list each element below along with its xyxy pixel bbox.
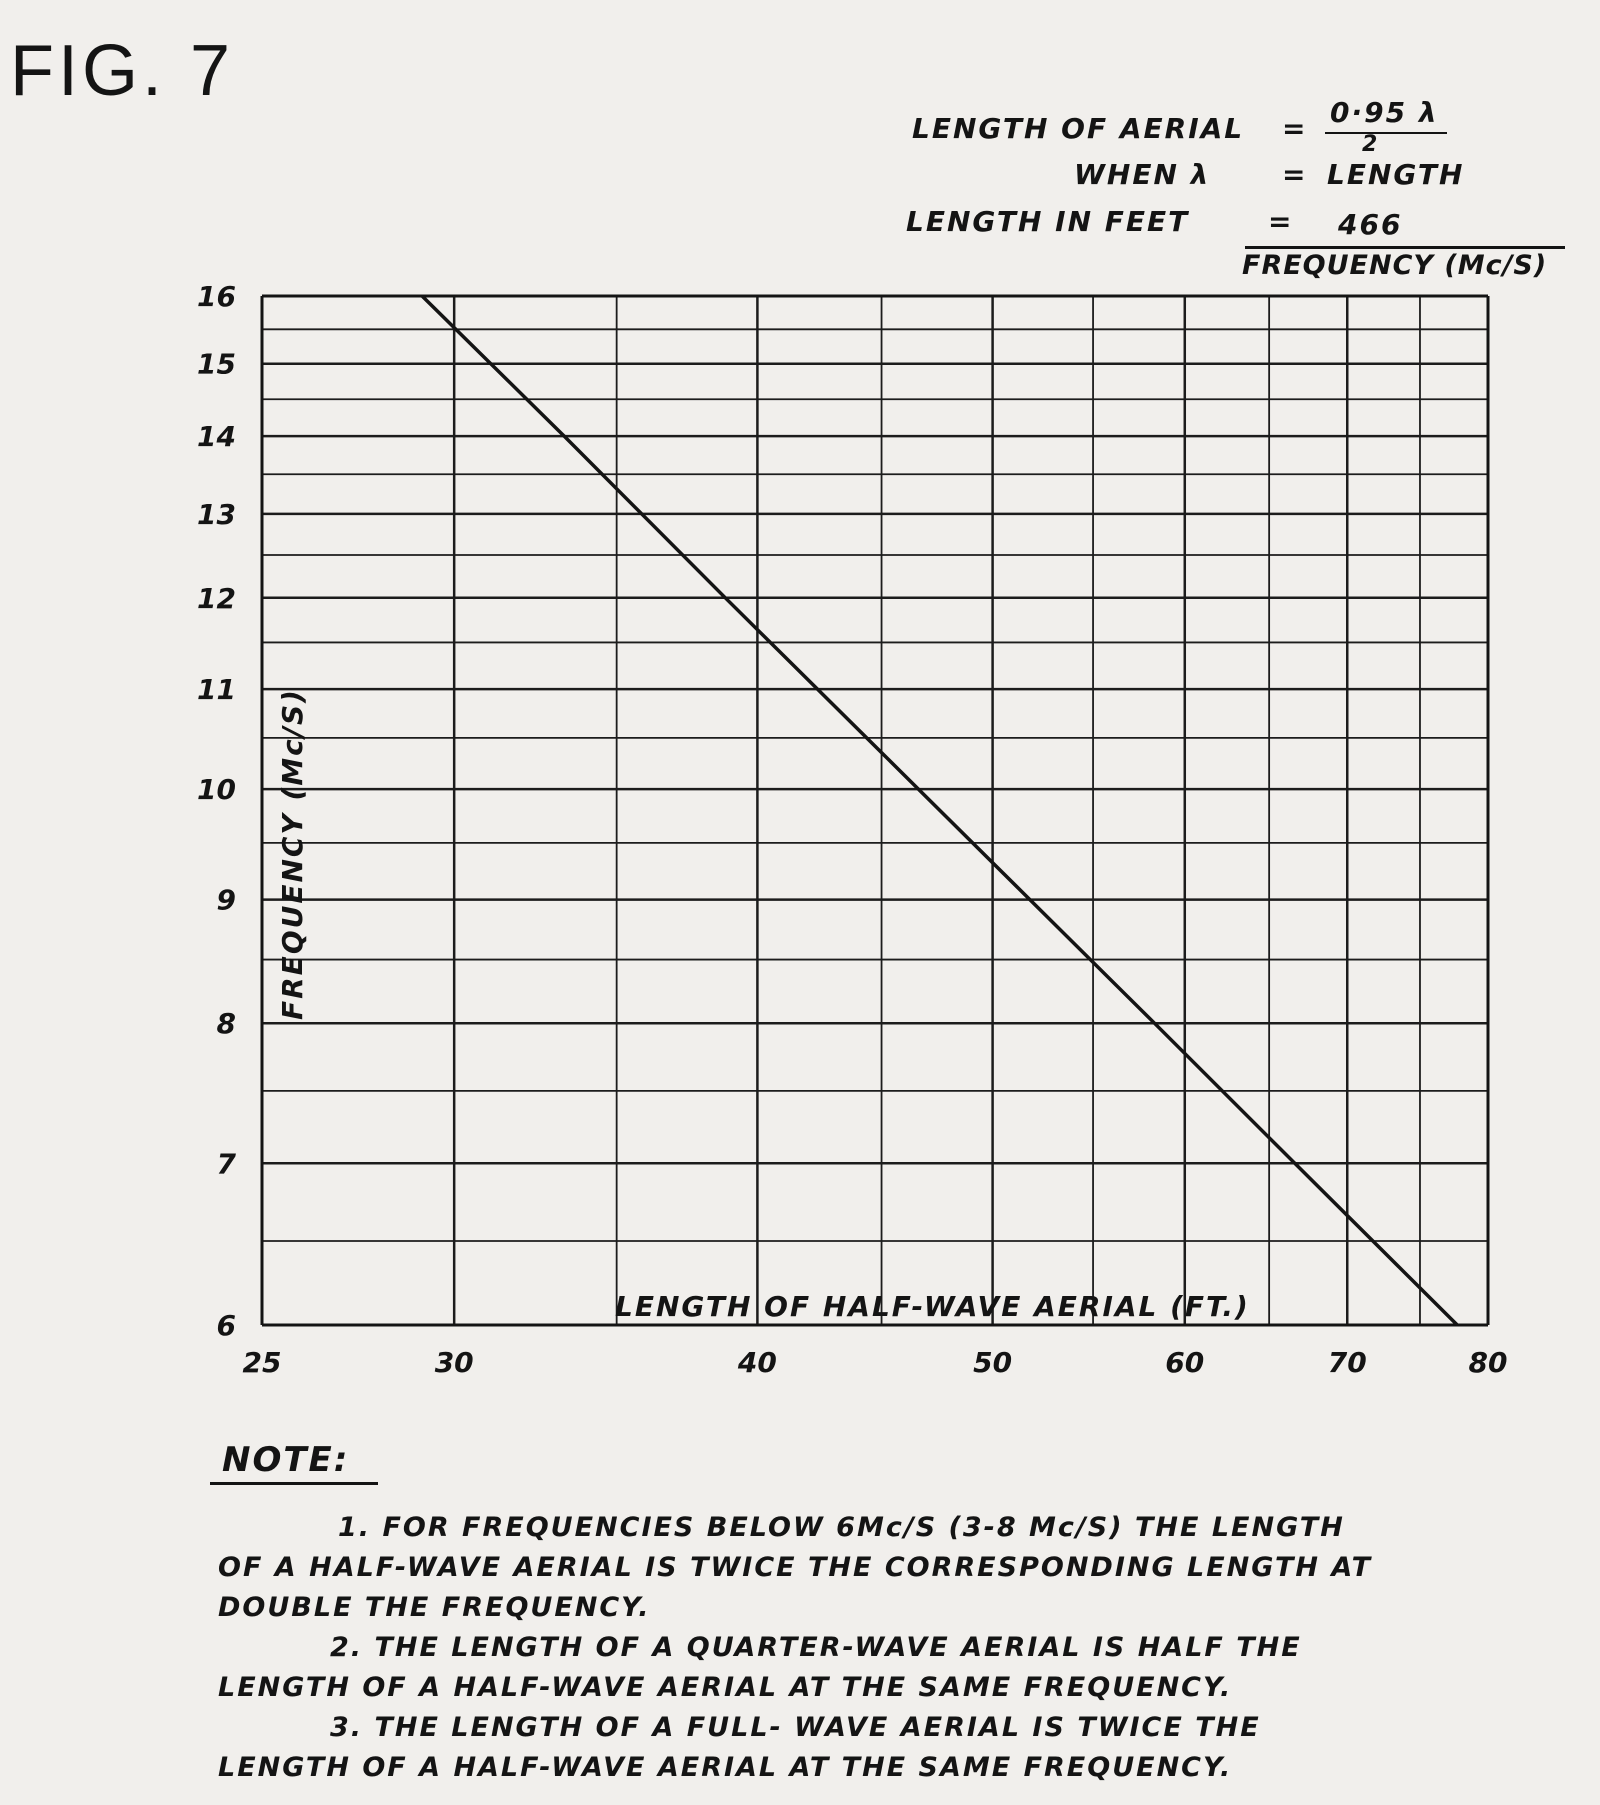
y-tick-label: 14 <box>197 420 236 454</box>
x-tick-label: 25 <box>242 1346 282 1379</box>
note-line: 3. THE LENGTH OF A FULL- WAVE AERIAL IS TWICE THE <box>330 1712 1261 1743</box>
y-tick-label: 9 <box>216 883 236 917</box>
x-tick-label: 40 <box>737 1346 777 1379</box>
formula-line1-numerator: 0·95 λ <box>1330 96 1439 129</box>
y-tick-label: 8 <box>216 1007 236 1041</box>
chart-y-axis-label: FREQUENCY (Mc/S) <box>276 688 309 1020</box>
x-tick-label: 70 <box>1327 1346 1367 1379</box>
y-tick-label: 16 <box>197 280 236 313</box>
formula-line1-lhs: LENGTH OF AERIAL <box>912 112 1245 145</box>
note-title: NOTE: <box>222 1440 350 1480</box>
y-tick-label: 7 <box>216 1147 236 1181</box>
formula-line2-rhs: LENGTH <box>1327 158 1465 191</box>
series-point <box>1456 1324 1459 1327</box>
note-line: LENGTH OF A HALF-WAVE AERIAL AT THE SAME FREQUENCY. <box>218 1752 1233 1783</box>
note-underline <box>210 1482 378 1485</box>
formula-line1-eq: = <box>1282 112 1308 145</box>
y-tick-label: 15 <box>197 347 236 381</box>
x-tick-label: 60 <box>1165 1346 1205 1379</box>
x-tick-label: 50 <box>973 1346 1013 1379</box>
formula-line3-lhs: LENGTH IN FEET <box>906 205 1190 238</box>
figure-label: FIG. 7 <box>10 31 235 111</box>
note-list <box>218 1508 1508 1788</box>
y-tick-label: 6 <box>216 1309 236 1342</box>
formula-line3-denominator: FREQUENCY (Mc/S) <box>1242 250 1548 281</box>
x-tick-label: 30 <box>434 1346 474 1379</box>
formula-line2-eq: = <box>1282 158 1308 191</box>
formula-line3-eq: = <box>1268 205 1294 238</box>
chart-x-axis-label: LENGTH OF HALF-WAVE AERIAL (FT.) <box>615 1290 1250 1323</box>
note-line: OF A HALF-WAVE AERIAL IS TWICE THE CORRESPONDING LENGTH AT <box>218 1552 1373 1583</box>
frequency-length-series-line <box>422 296 1457 1325</box>
formula-line1-denominator: 2 <box>1362 132 1380 157</box>
series-point <box>724 596 727 599</box>
note-line: 2. THE LENGTH OF A QUARTER-WAVE AERIAL IS HALF THE <box>330 1632 1302 1663</box>
note-line: LENGTH OF A HALF-WAVE AERIAL AT THE SAME FREQUENCY. <box>218 1672 1233 1703</box>
series-point <box>1293 1162 1296 1165</box>
series-point <box>563 435 566 438</box>
series-point <box>1153 1022 1156 1025</box>
y-tick-label: 12 <box>197 581 236 615</box>
y-tick-label: 13 <box>197 497 236 531</box>
note-line: DOUBLE THE FREQUENCY. <box>218 1592 651 1623</box>
note-line: 1. FOR FREQUENCIES BELOW 6Mc/S (3-8 Mc/S) THE LENGTH <box>338 1512 1345 1543</box>
y-tick-label: 10 <box>197 773 236 807</box>
series-point <box>917 788 920 791</box>
formula-line3-numerator: 466 <box>1338 208 1403 241</box>
x-tick-label: 80 <box>1468 1346 1508 1379</box>
y-tick-label: 11 <box>197 673 236 707</box>
formula-line2-lhs: WHEN λ <box>1074 158 1211 191</box>
series-point <box>421 295 424 298</box>
